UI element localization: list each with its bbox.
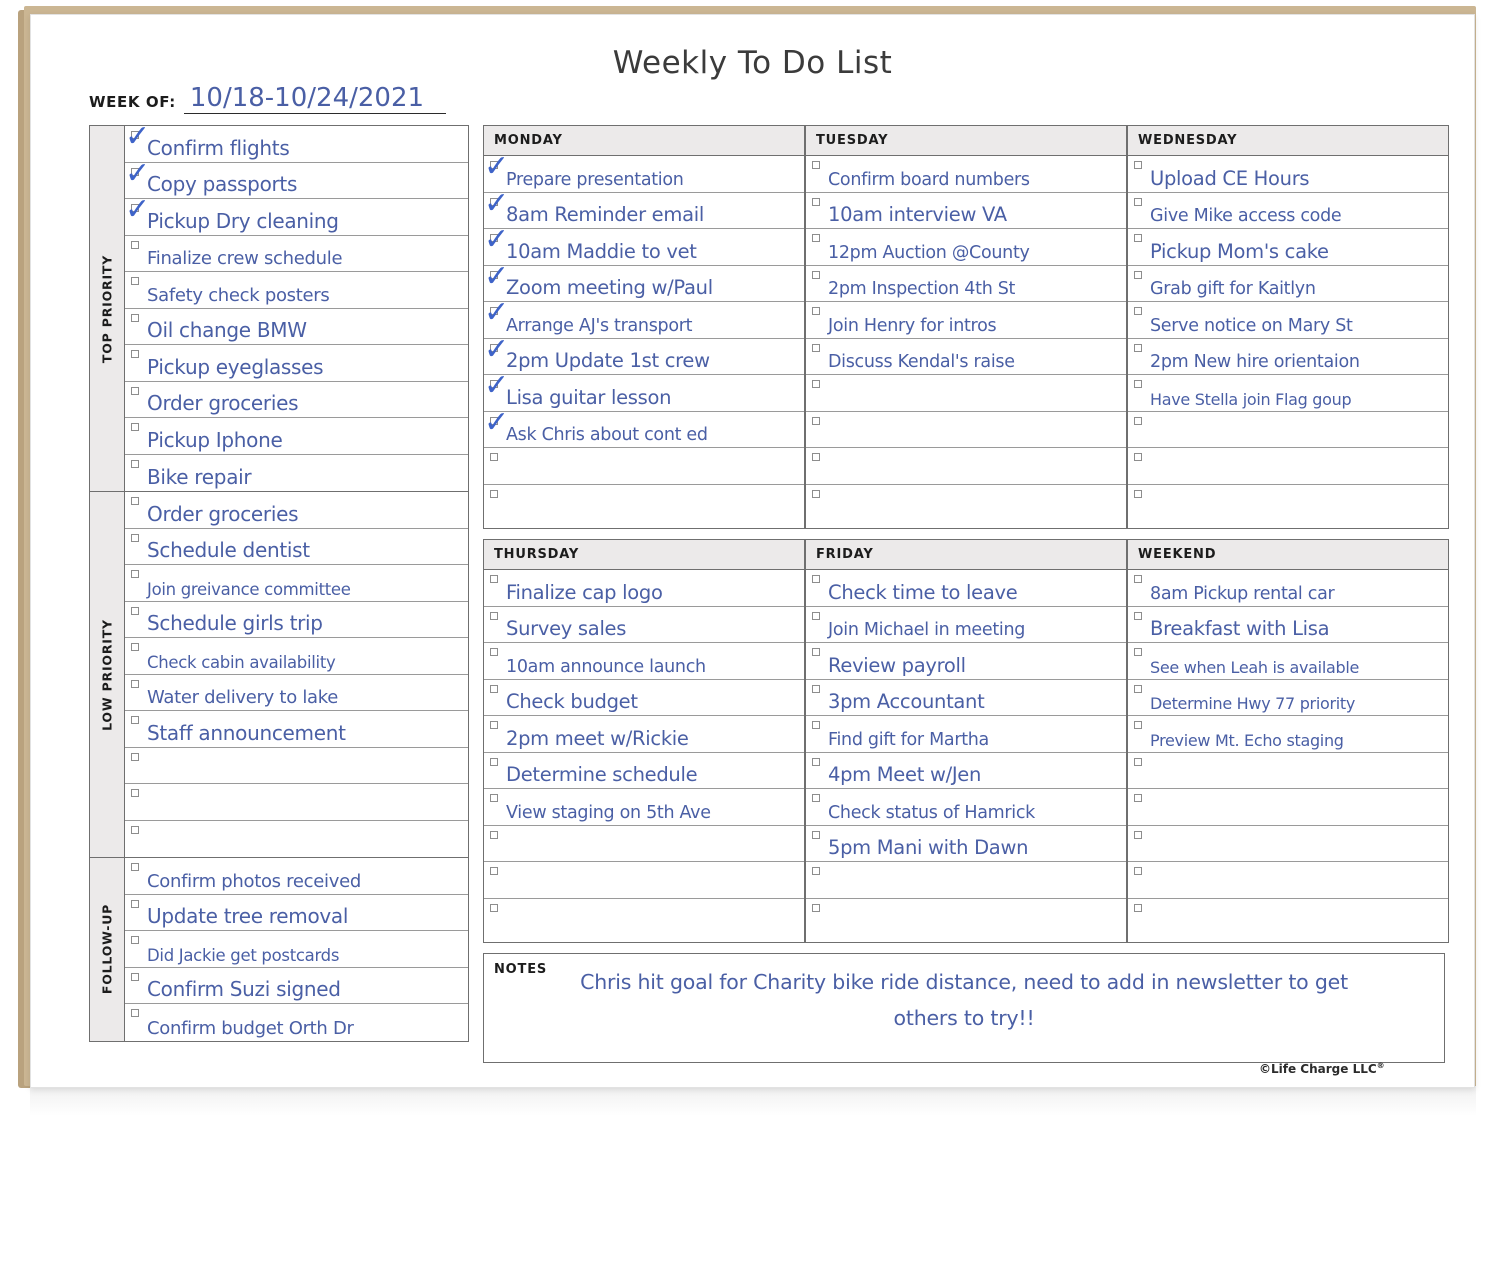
list-item[interactable] — [1128, 339, 1448, 376]
list-item[interactable] — [125, 418, 468, 455]
list-item[interactable] — [484, 448, 804, 485]
checkbox-icon[interactable] — [1134, 307, 1142, 315]
checkbox-icon[interactable] — [490, 794, 498, 802]
checkbox-icon[interactable] — [490, 575, 498, 583]
list-item-label: Ask Chris about cont ed — [506, 425, 708, 445]
list-item-label: 12pm Auction @County — [828, 242, 1030, 263]
list-item[interactable] — [125, 968, 468, 1005]
list-item-label: Confirm board numbers — [828, 169, 1030, 190]
checkbox-icon[interactable] — [131, 973, 139, 981]
list-item-label: Order groceries — [147, 501, 299, 526]
list-item[interactable] — [1128, 229, 1448, 266]
checkbox-icon[interactable] — [812, 490, 820, 498]
list-item[interactable] — [806, 753, 1126, 790]
checkbox-icon[interactable] — [131, 680, 139, 688]
checkbox-icon[interactable] — [490, 721, 498, 729]
checkmark-icon: ✓ — [125, 119, 151, 154]
list-item[interactable] — [125, 272, 468, 309]
list-item[interactable] — [1128, 412, 1448, 449]
list-item-label: Survey sales — [506, 617, 627, 640]
checkbox-icon[interactable] — [490, 685, 498, 693]
checkbox-icon[interactable] — [1134, 575, 1142, 583]
list-item[interactable] — [806, 862, 1126, 899]
list-item-label: Breakfast with Lisa — [1150, 617, 1330, 640]
list-item[interactable] — [125, 748, 468, 785]
list-item[interactable] — [484, 368, 804, 412]
checkmark-icon: ✓ — [125, 192, 151, 227]
list-item[interactable] — [484, 789, 804, 826]
checkbox-icon[interactable] — [490, 831, 498, 839]
list-item[interactable] — [484, 607, 804, 644]
checkbox-icon[interactable] — [812, 904, 820, 912]
checkbox-icon[interactable] — [131, 936, 139, 944]
list-item-label: Join Michael in meeting — [828, 620, 1026, 640]
checkbox-icon[interactable] — [490, 904, 498, 912]
checkbox-icon[interactable] — [1134, 867, 1142, 875]
list-item[interactable] — [125, 492, 468, 529]
list-item-label: Water delivery to lake — [147, 687, 339, 708]
list-item-label: Confirm Suzi signed — [147, 977, 341, 1001]
list-item-label: See when Leah is available — [1150, 657, 1360, 677]
brand-name: Life Charge LLC — [1271, 1062, 1377, 1076]
checkbox-icon[interactable] — [131, 241, 139, 249]
day-block — [483, 125, 805, 529]
day-lines — [1128, 570, 1448, 935]
list-item-label: 10am interview VA — [828, 203, 1007, 226]
list-item-label: Determine Hwy 77 priority — [1150, 694, 1356, 713]
checkbox-icon[interactable] — [1134, 198, 1142, 206]
list-item-label: Order groceries — [147, 391, 299, 415]
priority-section-label — [90, 492, 125, 857]
list-item-label: Check time to leave — [828, 580, 1018, 604]
checkbox-icon[interactable] — [131, 497, 139, 505]
priority-section-label-text: TOP PRIORITY — [99, 254, 115, 363]
list-item[interactable] — [125, 192, 468, 236]
list-item-label: Pickup Iphone — [147, 427, 283, 452]
checkbox-icon[interactable] — [812, 575, 820, 583]
checkbox-icon[interactable] — [131, 753, 139, 761]
list-item-label: Pickup eyeglasses — [147, 354, 324, 379]
list-item-label: Copy passports — [147, 172, 298, 196]
list-item[interactable] — [1128, 643, 1448, 680]
list-item-label: 8am Reminder email — [506, 203, 704, 226]
day-header: MONDAY — [484, 126, 804, 156]
checkbox-icon[interactable] — [490, 867, 498, 875]
priority-column — [89, 119, 469, 1042]
list-item-label: 4pm Meet w/Jen — [828, 763, 982, 786]
checkbox-icon[interactable] — [490, 612, 498, 620]
list-item[interactable] — [806, 826, 1126, 863]
priority-section — [90, 492, 468, 858]
priority-section-lines — [125, 492, 468, 857]
list-item-label: Serve notice on Mary St — [1150, 315, 1353, 336]
list-item[interactable] — [806, 448, 1126, 485]
list-item[interactable] — [484, 862, 804, 899]
list-item[interactable] — [125, 711, 468, 748]
list-item[interactable] — [484, 680, 804, 717]
list-item[interactable] — [806, 229, 1126, 266]
checkbox-icon[interactable] — [1134, 380, 1142, 388]
list-item[interactable] — [125, 529, 468, 566]
list-item[interactable] — [125, 931, 468, 968]
list-item[interactable] — [484, 485, 804, 522]
checkmark-icon: ✓ — [484, 368, 510, 403]
list-item-label: Bike repair — [147, 465, 252, 489]
checkbox-icon[interactable] — [490, 758, 498, 766]
list-item-label: Staff announcement — [147, 720, 346, 745]
checkmark-icon: ✓ — [484, 331, 510, 367]
list-item[interactable] — [1128, 789, 1448, 826]
list-item-label: Have Stella join Flag goup — [1150, 389, 1352, 409]
list-item[interactable] — [484, 331, 804, 376]
list-item-label: 10am announce launch — [506, 656, 706, 677]
list-item[interactable] — [806, 570, 1126, 607]
checkbox-icon[interactable] — [131, 863, 139, 871]
list-item-label: Safety check posters — [147, 284, 330, 306]
checkbox-icon[interactable] — [131, 607, 139, 615]
list-item[interactable] — [125, 455, 468, 492]
list-item[interactable] — [125, 309, 468, 346]
board-reflection — [30, 1086, 1476, 1116]
week-of-label: WEEK OF: — [89, 93, 176, 112]
list-item-label: 2pm Inspection 4th St — [828, 279, 1016, 299]
list-item[interactable] — [806, 716, 1126, 753]
list-item-label: 3pm Accountant — [828, 690, 985, 713]
priority-section-label-text: LOW PRIORITY — [99, 618, 115, 731]
list-item[interactable] — [806, 339, 1126, 376]
copyright-icon: © — [1259, 1062, 1271, 1076]
list-item[interactable] — [484, 826, 804, 863]
list-item[interactable] — [1128, 716, 1448, 753]
priority-section-label — [90, 858, 125, 1041]
checkbox-icon[interactable] — [1134, 490, 1142, 498]
list-item-label: Schedule girls trip — [147, 611, 323, 635]
list-item[interactable] — [484, 643, 804, 680]
list-item-label: Check cabin availability — [147, 652, 336, 672]
checkbox-icon[interactable] — [812, 344, 820, 352]
checkbox-icon[interactable] — [490, 453, 498, 461]
list-item-label: Join Henry for intros — [828, 315, 997, 336]
checkbox-icon[interactable] — [131, 314, 139, 322]
checkbox-icon[interactable] — [812, 867, 820, 875]
checkmark-icon: ✓ — [484, 185, 510, 221]
list-item-label: View staging on 5th Ave — [506, 802, 711, 823]
day-header: FRIDAY — [806, 540, 1126, 570]
checkmark-icon: ✓ — [484, 404, 510, 440]
list-item[interactable] — [484, 753, 804, 790]
list-item[interactable] — [125, 895, 468, 932]
list-item-label: Check status of Hamrick — [828, 802, 1036, 823]
checkmark-icon: ✓ — [484, 149, 510, 184]
list-item-label: 2pm Update 1st crew — [506, 349, 710, 372]
list-item[interactable] — [1128, 862, 1448, 899]
registered-icon: ® — [1376, 1061, 1385, 1070]
list-item[interactable] — [125, 675, 468, 712]
checkbox-icon[interactable] — [131, 826, 139, 834]
checkbox-icon[interactable] — [812, 198, 820, 206]
list-item[interactable] — [484, 185, 804, 230]
day-header: TUESDAY — [806, 126, 1126, 156]
checkbox-icon[interactable] — [812, 271, 820, 279]
checkmark-icon: ✓ — [484, 222, 510, 257]
list-item[interactable] — [806, 193, 1126, 230]
list-item-label: Confirm budget Orth Dr — [147, 1017, 354, 1039]
checkbox-icon[interactable] — [812, 234, 820, 242]
list-item-label: 10am Maddie to vet — [506, 239, 697, 263]
checkmark-icon: ✓ — [484, 295, 510, 330]
list-item-label: Prepare presentation — [506, 169, 684, 190]
list-item[interactable] — [484, 295, 804, 339]
list-item[interactable] — [806, 375, 1126, 412]
list-item-label: Find gift for Martha — [828, 729, 989, 750]
brand-mark — [1259, 1061, 1385, 1076]
list-item[interactable] — [806, 412, 1126, 449]
list-item-label: Update tree removal — [147, 904, 349, 928]
list-item[interactable] — [484, 404, 804, 449]
checkbox-icon[interactable] — [1134, 721, 1142, 729]
list-item[interactable] — [484, 899, 804, 936]
day-lines — [484, 149, 804, 521]
checkbox-icon[interactable] — [131, 900, 139, 908]
checkmark-icon: ✓ — [125, 155, 151, 191]
priority-section — [90, 858, 468, 1041]
checkbox-icon[interactable] — [812, 794, 820, 802]
checkbox-icon[interactable] — [1134, 648, 1142, 656]
checkbox-icon[interactable] — [812, 648, 820, 656]
checkbox-icon[interactable] — [131, 387, 139, 395]
list-item[interactable] — [1128, 448, 1448, 485]
list-item[interactable] — [125, 119, 468, 163]
day-lines — [484, 570, 804, 935]
checkbox-icon[interactable] — [131, 1009, 139, 1017]
list-item[interactable] — [125, 784, 468, 821]
list-item[interactable] — [1128, 607, 1448, 644]
list-item-label: Confirm flights — [147, 135, 290, 160]
notes-block[interactable] — [483, 953, 1445, 1063]
list-item-label: Upload CE Hours — [1150, 166, 1310, 190]
checkbox-icon[interactable] — [131, 423, 139, 431]
list-item[interactable] — [484, 222, 804, 266]
checkbox-icon[interactable] — [131, 789, 139, 797]
list-item[interactable] — [806, 607, 1126, 644]
list-item[interactable] — [1128, 302, 1448, 339]
list-item-label: Did Jackie get postcards — [147, 945, 340, 965]
checkbox-icon[interactable] — [1134, 612, 1142, 620]
list-item[interactable] — [1128, 753, 1448, 790]
checkbox-icon[interactable] — [1134, 234, 1142, 242]
list-item[interactable] — [125, 858, 468, 895]
notes-text-line-1: Chris hit goal for Charity bike ride distance, need to add in newsletter to get — [580, 970, 1348, 994]
day-block — [483, 539, 805, 943]
checkbox-icon[interactable] — [812, 417, 820, 425]
priority-section-lines — [125, 858, 468, 1041]
page-title: Weekly To Do List — [612, 45, 893, 81]
list-item[interactable] — [125, 1004, 468, 1041]
checkbox-icon[interactable] — [812, 612, 820, 620]
checkbox-icon[interactable] — [1134, 453, 1142, 461]
checkbox-icon[interactable] — [1134, 831, 1142, 839]
checkbox-icon[interactable] — [490, 490, 498, 498]
list-item[interactable] — [806, 266, 1126, 303]
list-item[interactable] — [806, 302, 1126, 339]
day-lines — [806, 570, 1126, 935]
list-item-label: Finalize cap logo — [506, 580, 663, 604]
list-item-label: Preview Mt. Echo staging — [1150, 730, 1344, 750]
list-item-label: 2pm New hire orientaion — [1150, 352, 1360, 372]
checkbox-icon[interactable] — [1134, 794, 1142, 802]
list-item-label: Oil change BMW — [147, 318, 307, 342]
list-item-label: Review payroll — [828, 653, 966, 677]
day-block — [1127, 539, 1449, 943]
notes-text-line-2: others to try!! — [893, 1006, 1035, 1030]
list-item-label: Confirm photos received — [147, 870, 361, 892]
list-item-label: 2pm meet w/Rickie — [506, 726, 689, 750]
list-item[interactable] — [125, 565, 468, 602]
checkbox-icon[interactable] — [131, 350, 139, 358]
checkbox-icon[interactable] — [812, 453, 820, 461]
day-block — [805, 125, 1127, 529]
list-item-label: 5pm Mani with Dawn — [828, 836, 1029, 859]
checkbox-icon[interactable] — [131, 460, 139, 468]
list-item[interactable] — [1128, 680, 1448, 717]
list-item-label: Join greivance committee — [147, 579, 351, 599]
checkmark-icon: ✓ — [484, 258, 510, 294]
board-face — [30, 14, 1475, 1088]
checkbox-icon[interactable] — [131, 277, 139, 285]
checkbox-icon[interactable] — [812, 758, 820, 766]
checkbox-icon[interactable] — [1134, 904, 1142, 912]
list-item-label: Lisa guitar lesson — [506, 385, 672, 409]
list-item[interactable] — [806, 680, 1126, 717]
checkbox-icon[interactable] — [1134, 685, 1142, 693]
list-item[interactable] — [1128, 826, 1448, 863]
list-item[interactable] — [806, 899, 1126, 936]
checkbox-icon[interactable] — [131, 716, 139, 724]
list-item[interactable] — [806, 485, 1126, 522]
checkbox-icon[interactable] — [1134, 271, 1142, 279]
list-item[interactable] — [125, 638, 468, 675]
list-item-label: Give Mike access code — [1150, 206, 1342, 226]
day-header: WEDNESDAY — [1128, 126, 1448, 156]
day-lines — [1128, 156, 1448, 521]
list-item[interactable] — [484, 570, 804, 607]
list-item[interactable] — [484, 149, 804, 193]
list-item-label: Pickup Dry cleaning — [147, 208, 339, 233]
list-item-label: Discuss Kendal's raise — [828, 352, 1015, 372]
list-item[interactable] — [125, 236, 468, 273]
list-item[interactable] — [1128, 570, 1448, 607]
notes-label: NOTES — [494, 962, 548, 977]
day-block — [805, 539, 1127, 943]
day-block — [1127, 125, 1449, 529]
checkbox-icon[interactable] — [812, 307, 820, 315]
checkbox-icon[interactable] — [812, 161, 820, 169]
list-item[interactable] — [125, 821, 468, 858]
priority-section — [90, 119, 468, 492]
list-item[interactable] — [1128, 485, 1448, 522]
checkbox-icon[interactable] — [131, 643, 139, 651]
list-item-label: Arrange AJ's transport — [506, 315, 693, 336]
list-item[interactable] — [125, 345, 468, 382]
week-of-field[interactable]: 10/18-10/24/2021 — [184, 85, 446, 114]
checkbox-icon[interactable] — [1134, 344, 1142, 352]
checkbox-icon[interactable] — [812, 721, 820, 729]
week-of-row — [89, 85, 446, 114]
checkbox-icon[interactable] — [490, 648, 498, 656]
list-item-label: Finalize crew schedule — [147, 248, 343, 269]
list-item[interactable] — [1128, 156, 1448, 193]
day-header: WEEKEND — [1128, 540, 1448, 570]
checkbox-icon[interactable] — [1134, 758, 1142, 766]
list-item[interactable] — [806, 789, 1126, 826]
checkbox-icon[interactable] — [1134, 417, 1142, 425]
list-item[interactable] — [806, 156, 1126, 193]
list-item[interactable] — [125, 382, 468, 419]
list-item[interactable] — [484, 258, 804, 303]
list-item-label: Determine schedule — [506, 763, 698, 786]
checkbox-icon[interactable] — [1134, 161, 1142, 169]
list-item-label: Check budget — [506, 690, 638, 713]
checkbox-icon[interactable] — [131, 534, 139, 542]
day-lines — [806, 156, 1126, 521]
day-header: THURSDAY — [484, 540, 804, 570]
list-item-label: 8am Pickup rental car — [1150, 583, 1335, 604]
priority-section-label — [90, 126, 125, 491]
list-item[interactable] — [1128, 266, 1448, 303]
checkbox-icon[interactable] — [812, 831, 820, 839]
list-item-label: Zoom meeting w/Paul — [506, 276, 713, 299]
list-item[interactable] — [806, 643, 1126, 680]
list-item-label: Pickup Mom's cake — [1150, 239, 1329, 263]
list-item-label: Grab gift for Kaitlyn — [1150, 279, 1316, 299]
checkbox-icon[interactable] — [812, 380, 820, 388]
list-item-label: Schedule dentist — [147, 538, 310, 562]
list-item[interactable] — [125, 602, 468, 639]
checkbox-icon[interactable] — [812, 685, 820, 693]
list-item[interactable] — [1128, 899, 1448, 936]
list-item[interactable] — [484, 716, 804, 753]
list-item[interactable] — [125, 155, 468, 200]
list-item[interactable] — [1128, 375, 1448, 412]
list-item[interactable] — [1128, 193, 1448, 230]
checkbox-icon[interactable] — [131, 570, 139, 578]
priority-section-lines — [125, 119, 468, 491]
priority-section-label-text: FOLLOW-UP — [99, 904, 115, 995]
